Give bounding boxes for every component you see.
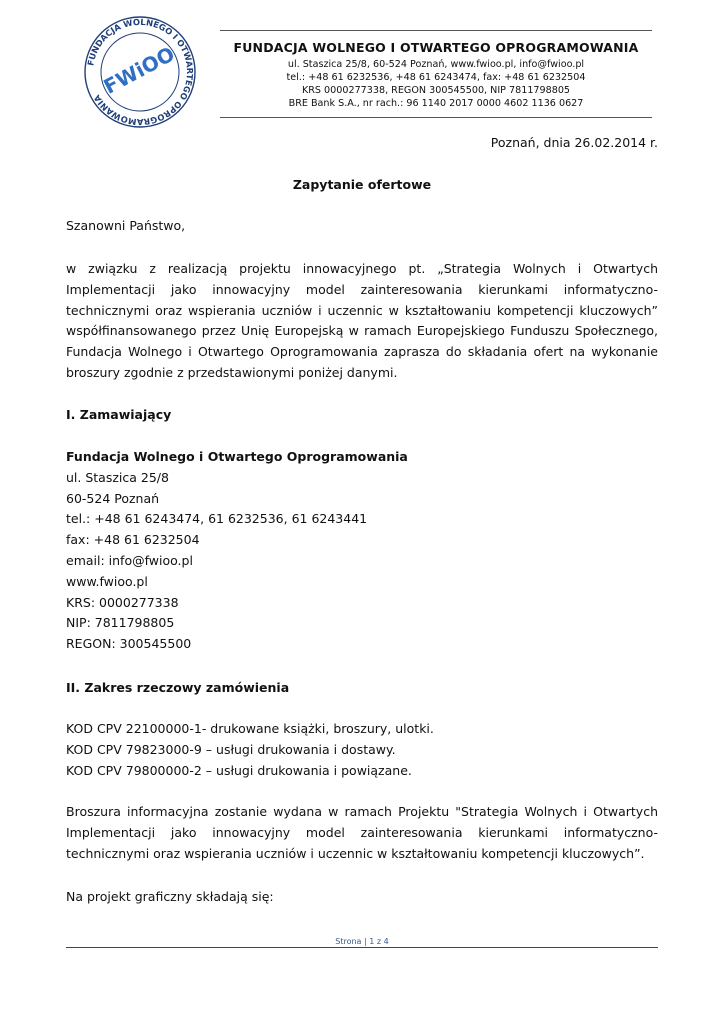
letter-date: Poznań, dnia 26.02.2014 r. xyxy=(490,135,658,150)
orderer-fax: fax: +48 61 6232504 xyxy=(66,532,200,548)
orderer-postcode: 60-524 Poznań xyxy=(66,490,160,506)
cpv-code-item: KOD CPV 79823000-9 – usługi drukowania i dostawy. xyxy=(66,741,396,757)
cpv-code-item: KOD CPV 22100000-1- drukowane książki, broszury, ulotki. xyxy=(66,721,434,736)
foundation-logo xyxy=(82,14,198,130)
letterhead xyxy=(220,40,652,110)
orderer-phone: tel.: +48 61 6243474, 61 6232536, 61 6243441 xyxy=(66,511,368,527)
footer-rule xyxy=(66,947,658,948)
orderer-org-name: Fundacja Wolnego i Otwartego Oprogramowania xyxy=(66,449,408,464)
brochure-paragraph: Broszura informacyjna zostanie wydana w ramach Projektu "Strategia Wolnych i Otwartych Implementacji jako innowacyjny model zainteresowania kierunkami informatyczno-technicznymi oraz wspierania uczniów i uczennic w kształtowaniu kompetencji kluczowych”. xyxy=(66,804,658,861)
cpv-codes xyxy=(66,719,658,781)
orderer-email: email: info@fwioo.pl xyxy=(66,552,193,568)
cpv-code-item: KOD CPV 79800000-2 – usługi drukowania i powiązane. xyxy=(66,762,412,778)
section-2-heading: II. Zakres rzeczowy zamówienia xyxy=(66,680,290,695)
orderer-nip: NIP: 7811798805 xyxy=(66,615,175,631)
greeting: Szanowni Państwo, xyxy=(66,218,186,233)
letterhead-phone: tel.: +48 61 6232536, +48 61 6243474, fax: +48 61 6232504 xyxy=(286,72,586,83)
graphic-design-intro: Na projekt graficzny składają się: xyxy=(66,889,274,904)
intro-paragraph: w związku z realizacją projektu innowacyjnego pt. „Strategia Wolnych i Otwartych Implementacji jako innowacyjny model zainteresowania kierunkami informatyczno-technicznymi oraz wspierania uczniów i uczennic w kształtowaniu kompetencji kluczowych” współfinansowanego przez Unię Europejską w ramach Europejskiego Funduszu Społecznego, Fundacja Wolnego i Otwartego Oprogramowania zaprasza do składania ofert na wykonanie broszury zgodnie z przedstawionymi poniżej danymi. xyxy=(66,261,658,380)
header-rule-top xyxy=(220,30,652,31)
orderer-website: www.fwioo.pl xyxy=(66,573,148,589)
letterhead-address: ul. Staszica 25/8, 60-524 Poznań, www.fwioo.pl, info@fwioo.pl xyxy=(287,59,585,70)
page-number: Strona | 1 z 4 xyxy=(335,937,389,946)
letterhead-registry: KRS 0000277338, REGON 300545500, NIP 7811798805 xyxy=(301,85,571,96)
logo-ring-textpath: FUNDACJA WOLNEGO I OTWARTEGO OPROGRAMOWANIA xyxy=(85,16,196,128)
logo-center-text: FWiOO xyxy=(99,41,179,99)
letterhead-bank: BRE Bank S.A., nr rach.: 96 1140 2017 0000 4602 1136 0627 xyxy=(288,98,584,109)
orderer-street: ul. Staszica 25/8 xyxy=(66,469,169,485)
header-rule-bottom xyxy=(220,117,652,118)
orderer-regon: REGON: 300545500 xyxy=(66,636,192,652)
document-title: Zapytanie ofertowe xyxy=(292,177,432,192)
orderer-details xyxy=(66,447,658,655)
section-1-heading: I. Zamawiający xyxy=(66,407,172,422)
letterhead-org-name: FUNDACJA WOLNEGO I OTWARTEGO OPROGRAMOWANIA xyxy=(233,40,639,55)
orderer-krs: KRS: 0000277338 xyxy=(66,594,179,610)
